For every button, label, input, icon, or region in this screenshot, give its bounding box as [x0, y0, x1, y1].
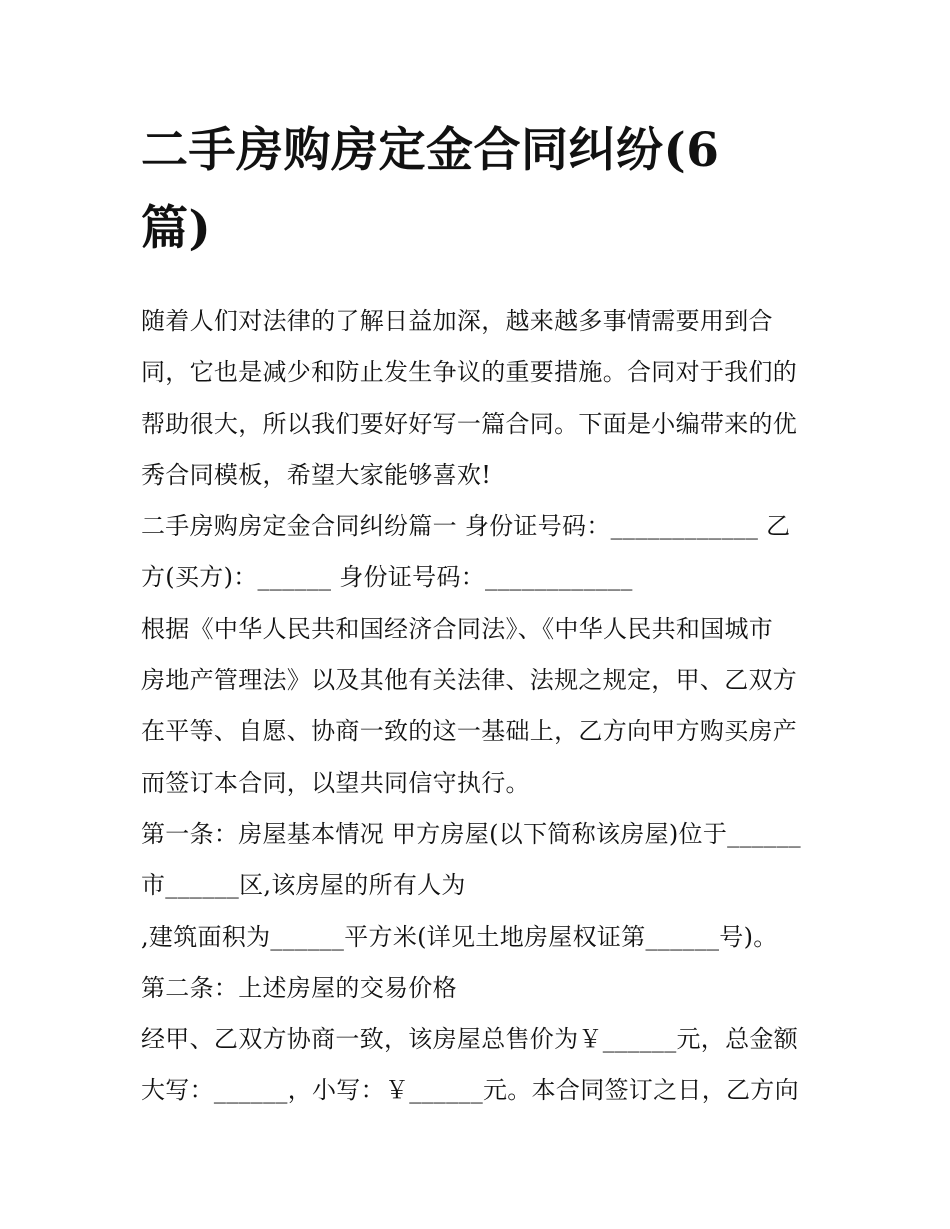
body-line: 第二条：上述房屋的交易价格 [141, 973, 457, 1002]
document-title [141, 112, 811, 268]
body-line: 二手房购房定金合同纠纷篇一 身份证号码：____________ 乙 [141, 512, 791, 541]
body-line: 市______区,该房屋的所有人为 [141, 871, 466, 900]
body-line: 在平等、自愿、协商一致的这一基础上，乙方向甲方购买房产 [141, 717, 798, 746]
body-line: 随着人们对法律的了解日益加深，越来越多事情需要用到合 [141, 307, 773, 335]
body-line: 帮助很大，所以我们要好好写一篇合同。下面是小编带来的优 [141, 409, 798, 438]
body-line: 房地产管理法》以及其他有关法律、法规之规定，甲、乙双方 [141, 666, 798, 695]
body-line: 根据《中华人民共和国经济合同法》、《中华人民共和国城市 [141, 614, 774, 643]
body-line: 经甲、乙双方协商一致，该房屋总售价为￥______元，总金额 [141, 1025, 798, 1054]
body-line: 同，它也是减少和防止发生争议的重要措施。合同对于我们的 [141, 358, 798, 387]
title-line: 二手房购房定金合同纠纷(6 [141, 123, 720, 178]
body-line: ,建筑面积为______平方米(详见土地房屋权证第______号)。 [141, 922, 778, 951]
body-line: 而签订本合同，以望共同信守执行。 [141, 768, 530, 797]
document-page [141, 112, 811, 1117]
body-line: 方(买方)：______ 身份证号码：____________ [141, 563, 633, 592]
body-line: 秀合同模板，希望大家能够喜欢! [141, 460, 492, 489]
body-line: 第一条：房屋基本情况 甲方房屋(以下简称该房屋)位于______ [141, 819, 801, 848]
title-line: 篇) [141, 201, 212, 256]
document-body [141, 296, 811, 1117]
body-line: 大写：______，小写：￥______元。本合同签订之日，乙方向 [141, 1076, 799, 1105]
